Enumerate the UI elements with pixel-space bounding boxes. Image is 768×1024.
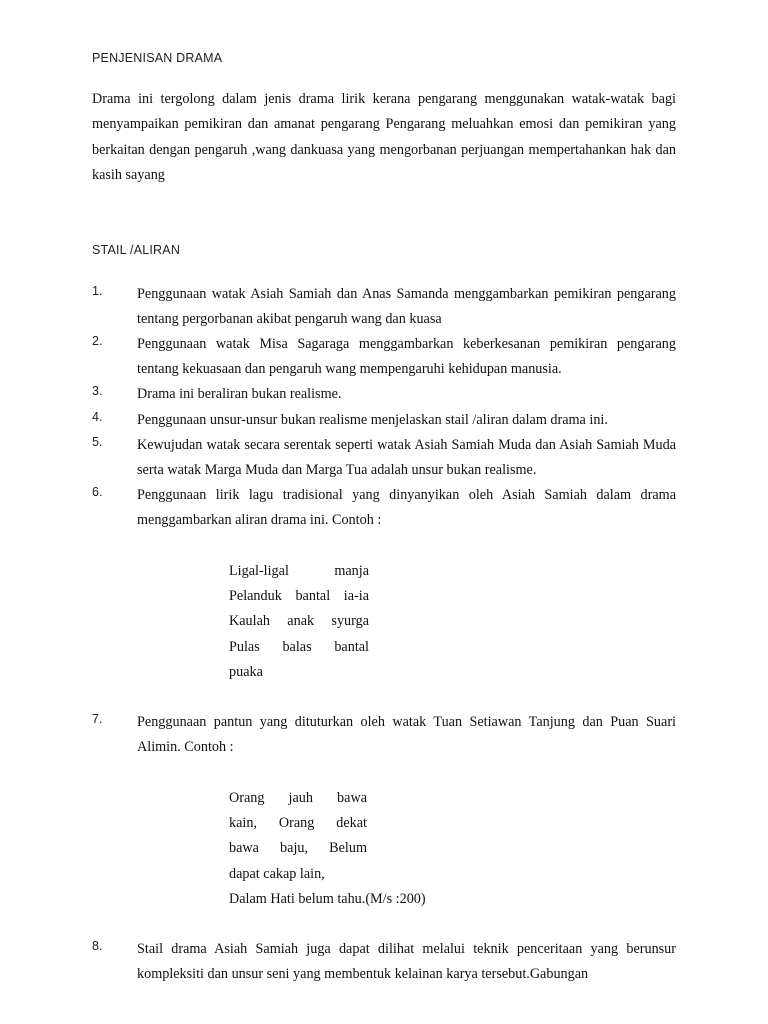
list-number: 6.	[92, 485, 103, 499]
body-paragraph: Drama ini tergolong dalam jenis drama lirik kerana pengarang menggunakan watak-watak bagi menyampaikan pemikiran dan amanat pengarang Pengarang meluahkan emosi dan pemikiran yang berkaitan dengan pengaruh ,wang dankuasa yang mengorbanan perjuangan mempertahankan hak dan kasih sayang	[92, 91, 676, 184]
list-item-text: Penggunaan watak Asiah Samiah dan Anas Samanda menggambarkan pemikiran pengarang tentang pergorbanan akibat pengaruh wang dan kuasa	[137, 286, 676, 328]
list-item-text: Penggunaan pantun yang dituturkan oleh watak Tuan Setiawan Tanjung dan Puan Suari Alimin. Contoh :	[137, 714, 676, 756]
list-number: 1.	[92, 284, 103, 298]
song-lyric-block	[229, 559, 369, 685]
pantun-block	[229, 786, 426, 912]
list-number: 2.	[92, 334, 103, 348]
list-item-text: Penggunaan lirik lagu tradisional yang dinyanyikan oleh Asiah Samiah dalam drama menggambarkan aliran drama ini. Contoh :	[137, 487, 676, 529]
list-item-text: Drama ini beraliran bukan realisme.	[137, 386, 342, 402]
pantun-line: bawa baju, Belum	[229, 840, 367, 857]
pantun-line: kain, Orang dekat	[229, 815, 367, 832]
list-number: 5.	[92, 435, 103, 449]
section-heading-penjenisan: PENJENISAN DRAMA	[92, 51, 223, 65]
lyric-line: Pelanduk bantal ia-ia	[229, 588, 369, 605]
list-item-text: Penggunaan unsur-unsur bukan realisme menjelaskan stail /aliran dalam drama ini.	[137, 412, 608, 428]
list-item-text: Kewujudan watak secara serentak seperti watak Asiah Samiah Muda dan Asiah Samiah Muda serta watak Marga Muda dan Marga Tua adalah unsur bukan realisme.	[137, 437, 676, 479]
lyric-line: Pulas balas bantal	[229, 638, 369, 655]
list-item-text: Stail drama Asiah Samiah juga dapat dilihat melalui teknik penceritaan yang berunsur kompleksiti dan unsur seni yang membentuk kelainan karya tersebut.Gabungan	[137, 941, 676, 983]
list-number: 4.	[92, 410, 103, 424]
lyric-line: Ligal-ligal manja	[229, 563, 369, 579]
list-number: 8.	[92, 939, 103, 953]
lyric-line: Kaulah anak syurga	[229, 613, 369, 630]
lyric-line: puaka	[229, 663, 263, 680]
pantun-line: Orang jauh bawa	[229, 790, 367, 806]
pantun-line: Dalam Hati belum tahu.(M/s :200)	[229, 890, 426, 907]
list-item-text: Penggunaan watak Misa Sagaraga menggambarkan keberkesanan pemikiran pengarang tentang kekuasaan dan pengaruh wang mempengaruhi kehidupan manusia.	[137, 336, 676, 378]
section-heading-stail: STAIL /ALIRAN	[92, 243, 181, 257]
list-number: 7.	[92, 712, 103, 726]
list-number: 3.	[92, 384, 103, 398]
pantun-line: dapat cakap lain,	[229, 865, 325, 882]
